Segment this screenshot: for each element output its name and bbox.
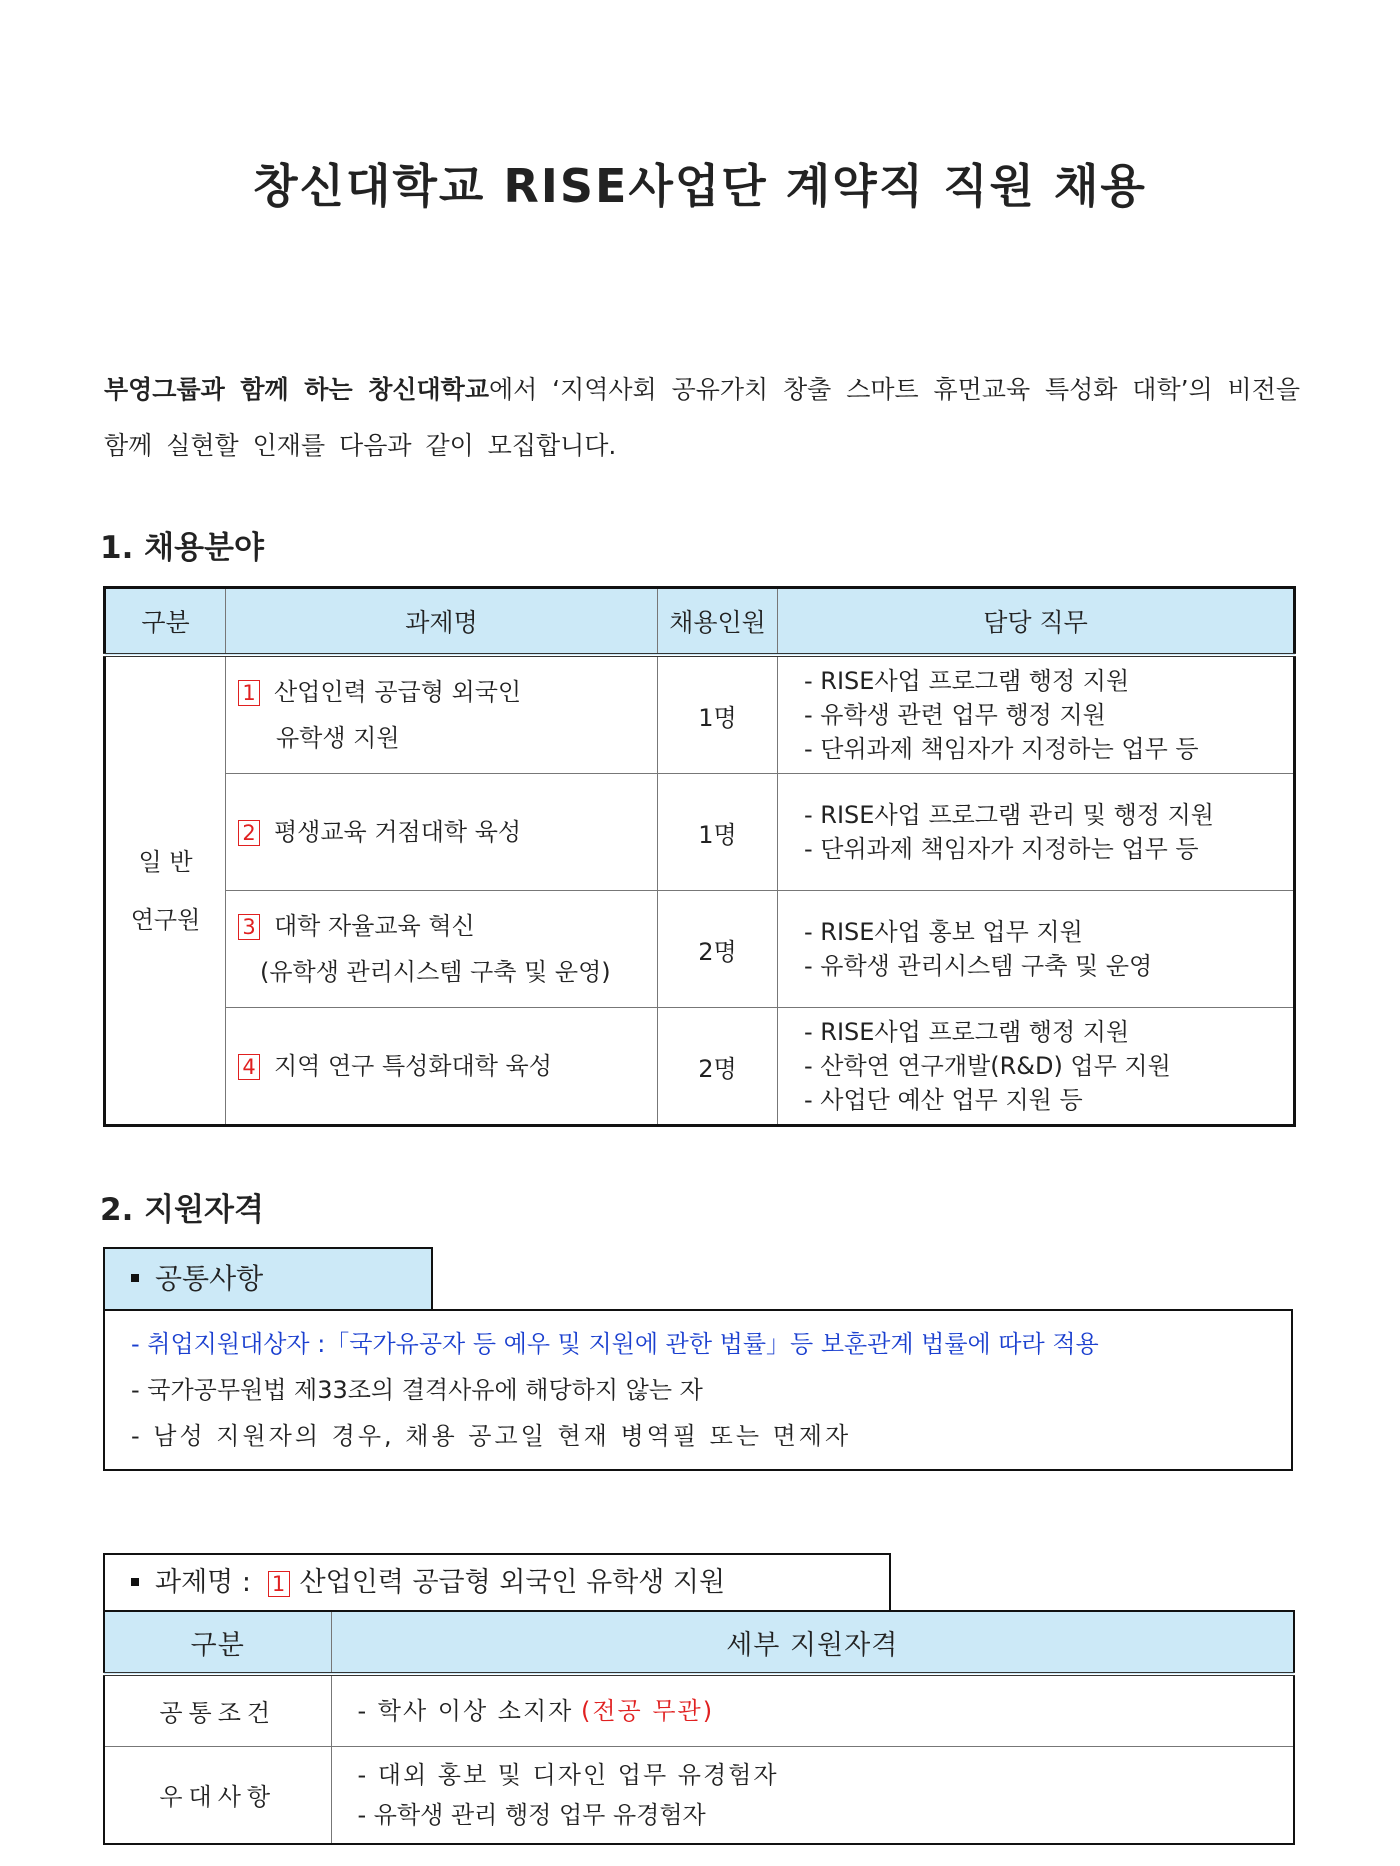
- task-number-badge: 3: [238, 914, 260, 940]
- category-line2: 연구원: [130, 905, 201, 934]
- task-name: 산업인력 공급형 외국인: [274, 678, 522, 706]
- common-requirements-box: [103, 1309, 1293, 1471]
- detail-line: - 유학생 관리 행정 업무 유경험자: [357, 1800, 706, 1829]
- duty-item: - 유학생 관련 업무 행정 지원: [804, 701, 1106, 729]
- count-cell: 2명: [658, 891, 778, 1008]
- duty-item: - 유학생 관리시스템 구축 및 운영: [804, 952, 1153, 980]
- row-label: 우대사항: [104, 1746, 331, 1844]
- table-row: [105, 891, 1295, 1008]
- header-count: 채용인원: [658, 588, 778, 656]
- task-number-badge: 1: [268, 1571, 290, 1597]
- task-name-cont: 유학생 지원: [276, 724, 400, 752]
- square-bullet-icon: [131, 1274, 139, 1282]
- requirement-item: - 남성 지원자의 경우, 채용 공고일 현재 병역필 또는 면제자: [131, 1422, 852, 1450]
- duty-cell: [778, 1008, 1295, 1126]
- task-tab-name: 산업인력 공급형 외국인 유학생 지원: [299, 1567, 726, 1598]
- duty-cell: [778, 655, 1295, 774]
- table-row: [104, 1674, 1294, 1746]
- duty-item: - 단위과제 책임자가 지정하는 업무 등: [804, 835, 1199, 863]
- header-detail: 세부 지원자격: [331, 1611, 1294, 1674]
- table-header-row: [104, 1611, 1294, 1674]
- duty-item: - RISE사업 프로그램 행정 지원: [804, 1018, 1130, 1046]
- common-tab: [103, 1247, 433, 1311]
- task-name: 대학 자율교육 혁신: [274, 912, 475, 940]
- task-tab-prefix: 과제명 :: [155, 1567, 251, 1598]
- row-label: 공통조건: [104, 1674, 331, 1746]
- task-name: 지역 연구 특성화대학 육성: [274, 1052, 552, 1080]
- intro-text: 에서 ‘지역사회 공유가치 창출 스마트 휴먼교육 특성화 대학’의 비전을 함께 실현할 인재를 다음과 같이 모집합니다.: [104, 375, 1301, 460]
- task-cell: [226, 1008, 658, 1126]
- count-cell: 1명: [658, 774, 778, 891]
- detail-requirements-table: [103, 1610, 1295, 1845]
- section1-heading: 1. 채용분야: [100, 530, 264, 566]
- header-task: 과제명: [226, 588, 658, 656]
- square-bullet-icon: [131, 1578, 139, 1586]
- task-number-badge: 2: [238, 820, 260, 846]
- task-name: 평생교육 거점대학 육성: [274, 818, 522, 846]
- task-number-badge: 4: [238, 1054, 260, 1080]
- task-cell: [226, 655, 658, 774]
- table-header-row: [105, 588, 1295, 656]
- task-number-badge: 1: [238, 680, 260, 706]
- count-cell: 1명: [658, 655, 778, 774]
- task-cell: [226, 891, 658, 1008]
- requirement-item: - 취업지원대상자 :「국가유공자 등 예우 및 지원에 관한 법률」등 보훈관계 법률에 따라 적용: [131, 1330, 1099, 1358]
- row-detail: [331, 1746, 1294, 1844]
- category-cell: [105, 655, 226, 1126]
- recruitment-table: [103, 586, 1296, 1127]
- requirement-item: - 국가공무원법 제33조의 결격사유에 해당하지 않는 자: [131, 1376, 703, 1404]
- duty-item: - 단위과제 책임자가 지정하는 업무 등: [804, 735, 1199, 763]
- page-title: 창신대학교 RISE사업단 계약직 직원 채용: [253, 159, 1147, 213]
- task-name-cont: (유학생 관리시스템 구축 및 운영): [260, 958, 611, 986]
- detail-highlight: (전공 무관): [580, 1696, 715, 1725]
- duty-item: - 사업단 예산 업무 지원 등: [804, 1086, 1083, 1114]
- table-row: [105, 774, 1295, 891]
- row-detail: [331, 1674, 1294, 1746]
- header-category: 구분: [105, 588, 226, 656]
- duty-item: - RISE사업 프로그램 행정 지원: [804, 667, 1130, 695]
- header-category: 구분: [104, 1611, 331, 1674]
- task-tab: [103, 1553, 891, 1611]
- duty-item: - RISE사업 홍보 업무 지원: [804, 918, 1083, 946]
- intro-bold: 부영그룹과 함께 하는 창신대학교: [104, 375, 489, 404]
- section2-heading: 2. 지원자격: [100, 1192, 264, 1228]
- category-line1: 일 반: [138, 847, 193, 876]
- header-duty: 담당 직무: [778, 588, 1295, 656]
- duty-cell: [778, 891, 1295, 1008]
- count-cell: 2명: [658, 1008, 778, 1126]
- table-row: [105, 655, 1295, 774]
- intro-paragraph: [104, 362, 1300, 474]
- duty-cell: [778, 774, 1295, 891]
- detail-line: - 대외 홍보 및 디자인 업무 유경험자: [357, 1760, 779, 1789]
- common-tab-label: 공통사항: [155, 1262, 264, 1295]
- duty-item: - 산학연 연구개발(R&D) 업무 지원: [804, 1052, 1171, 1080]
- detail-line: - 학사 이상 소지자: [357, 1696, 574, 1725]
- duty-item: - RISE사업 프로그램 관리 및 행정 지원: [804, 801, 1214, 829]
- table-row: [105, 1008, 1295, 1126]
- task-cell: [226, 774, 658, 891]
- table-row: [104, 1746, 1294, 1844]
